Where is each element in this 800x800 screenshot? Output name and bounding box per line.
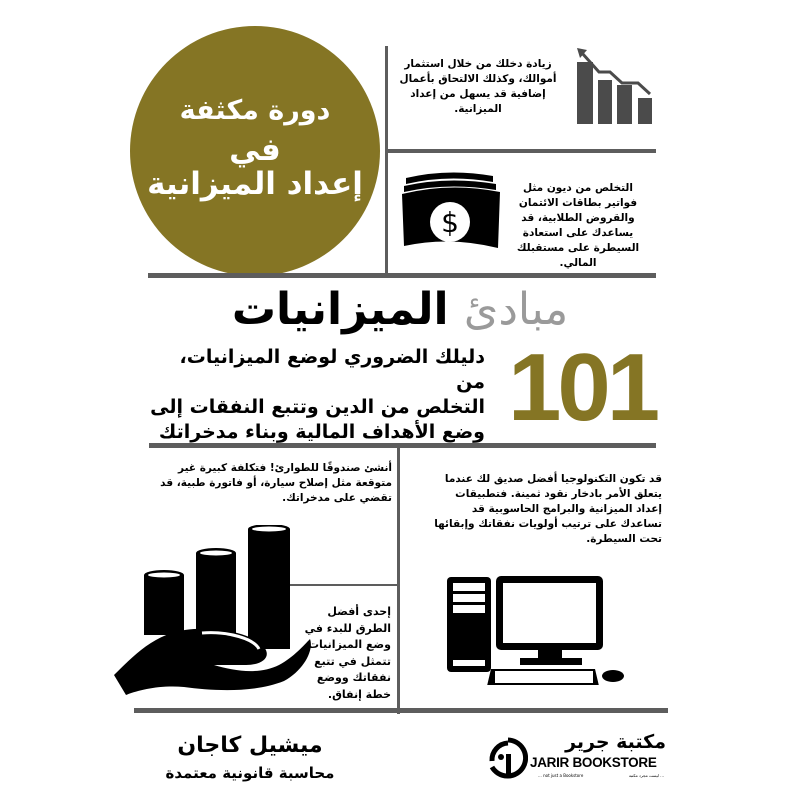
publisher-name-ar: مكتبة جرير — [565, 731, 666, 753]
subtitle-line: وضع الأهداف المالية وبناء مدخراتك — [158, 421, 485, 443]
svg-text:$: $ — [441, 206, 459, 239]
money-bills-icon — [398, 170, 503, 252]
divider-vertical-bottom — [397, 446, 400, 714]
technology-panel-text: قد تكون التكنولوجيا أفضل صديق لك عندما يتعلق الأمر بادخار نقود ثمينة. فتطبيقات إعداد الميزانية والبرامج الحاسوبية قد تساعدك على ترتيب أولويات نفقاتك وإبقائها تحت السيطرة. — [434, 473, 662, 545]
jarir-emblem-icon — [488, 737, 528, 781]
title-part-grey: مبادئ — [463, 284, 569, 335]
publisher-tagline-ar: ... ليست مجرد مكتبة — [628, 773, 664, 778]
emergency-panel-text: أنشئ صندوقًا للطوارئ! فتكلفة كبيرة غير متوقعة مثل إصلاح سيارة، أو فاتورة طبية، قد تقضي على مدخراتك. — [160, 462, 392, 504]
publisher-logo — [488, 731, 678, 785]
badge-line-3: إعداد الميزانية — [147, 165, 363, 202]
badge-line-1: دورة مكثفة — [179, 94, 331, 126]
publisher-name-en: JARIR BOOKSTORE — [530, 755, 657, 770]
debt-panel-text: التخلص من ديون مثل فواتير بطاقات الائتمان والقروض الطلابية، قد يساعدك على استعادة السيطرة على مستقبلك المالي. — [516, 182, 640, 269]
book-subtitle — [150, 345, 485, 445]
title-part-black: الميزانيات — [231, 284, 449, 335]
badge-line-2: في — [229, 131, 281, 168]
bar-chart-trend-icon — [572, 48, 660, 124]
subtitle-line: دليلك الضروري لوضع الميزانيات، من — [179, 346, 485, 393]
tracking-panel-text: إحدى أفضل الطرق للبدء في وضع الميزانيات تتمثل في تتبع نفقاتك ووضع خطة إنفاق. — [304, 605, 391, 701]
divider-horizontal-bottom — [134, 708, 668, 713]
desktop-computer-icon — [443, 573, 633, 685]
title-number: 101 — [508, 334, 657, 441]
divider-vertical-top — [385, 46, 388, 276]
income-panel-text: زيادة دخلك من خلال استثمار أموالك، وكذلك الالتحاق بأعمال إضافية قد يسهل من إعداد الميزانية. — [399, 58, 557, 115]
divider-horizontal-lower — [149, 443, 656, 448]
divider-horizontal-upper — [148, 273, 656, 278]
publisher-tagline-en: ... not just a Bookstore — [538, 773, 584, 778]
course-badge — [130, 26, 380, 276]
subtitle-line: التخلص من الدين وتتبع النفقات إلى — [150, 396, 485, 418]
book-title — [150, 282, 650, 338]
hand-coins-icon — [114, 525, 314, 695]
author-role: محاسبة قانونية معتمدة — [165, 764, 335, 782]
author-name: ميشيل كاجان — [177, 733, 323, 758]
divider-horizontal-top-right — [386, 149, 656, 153]
